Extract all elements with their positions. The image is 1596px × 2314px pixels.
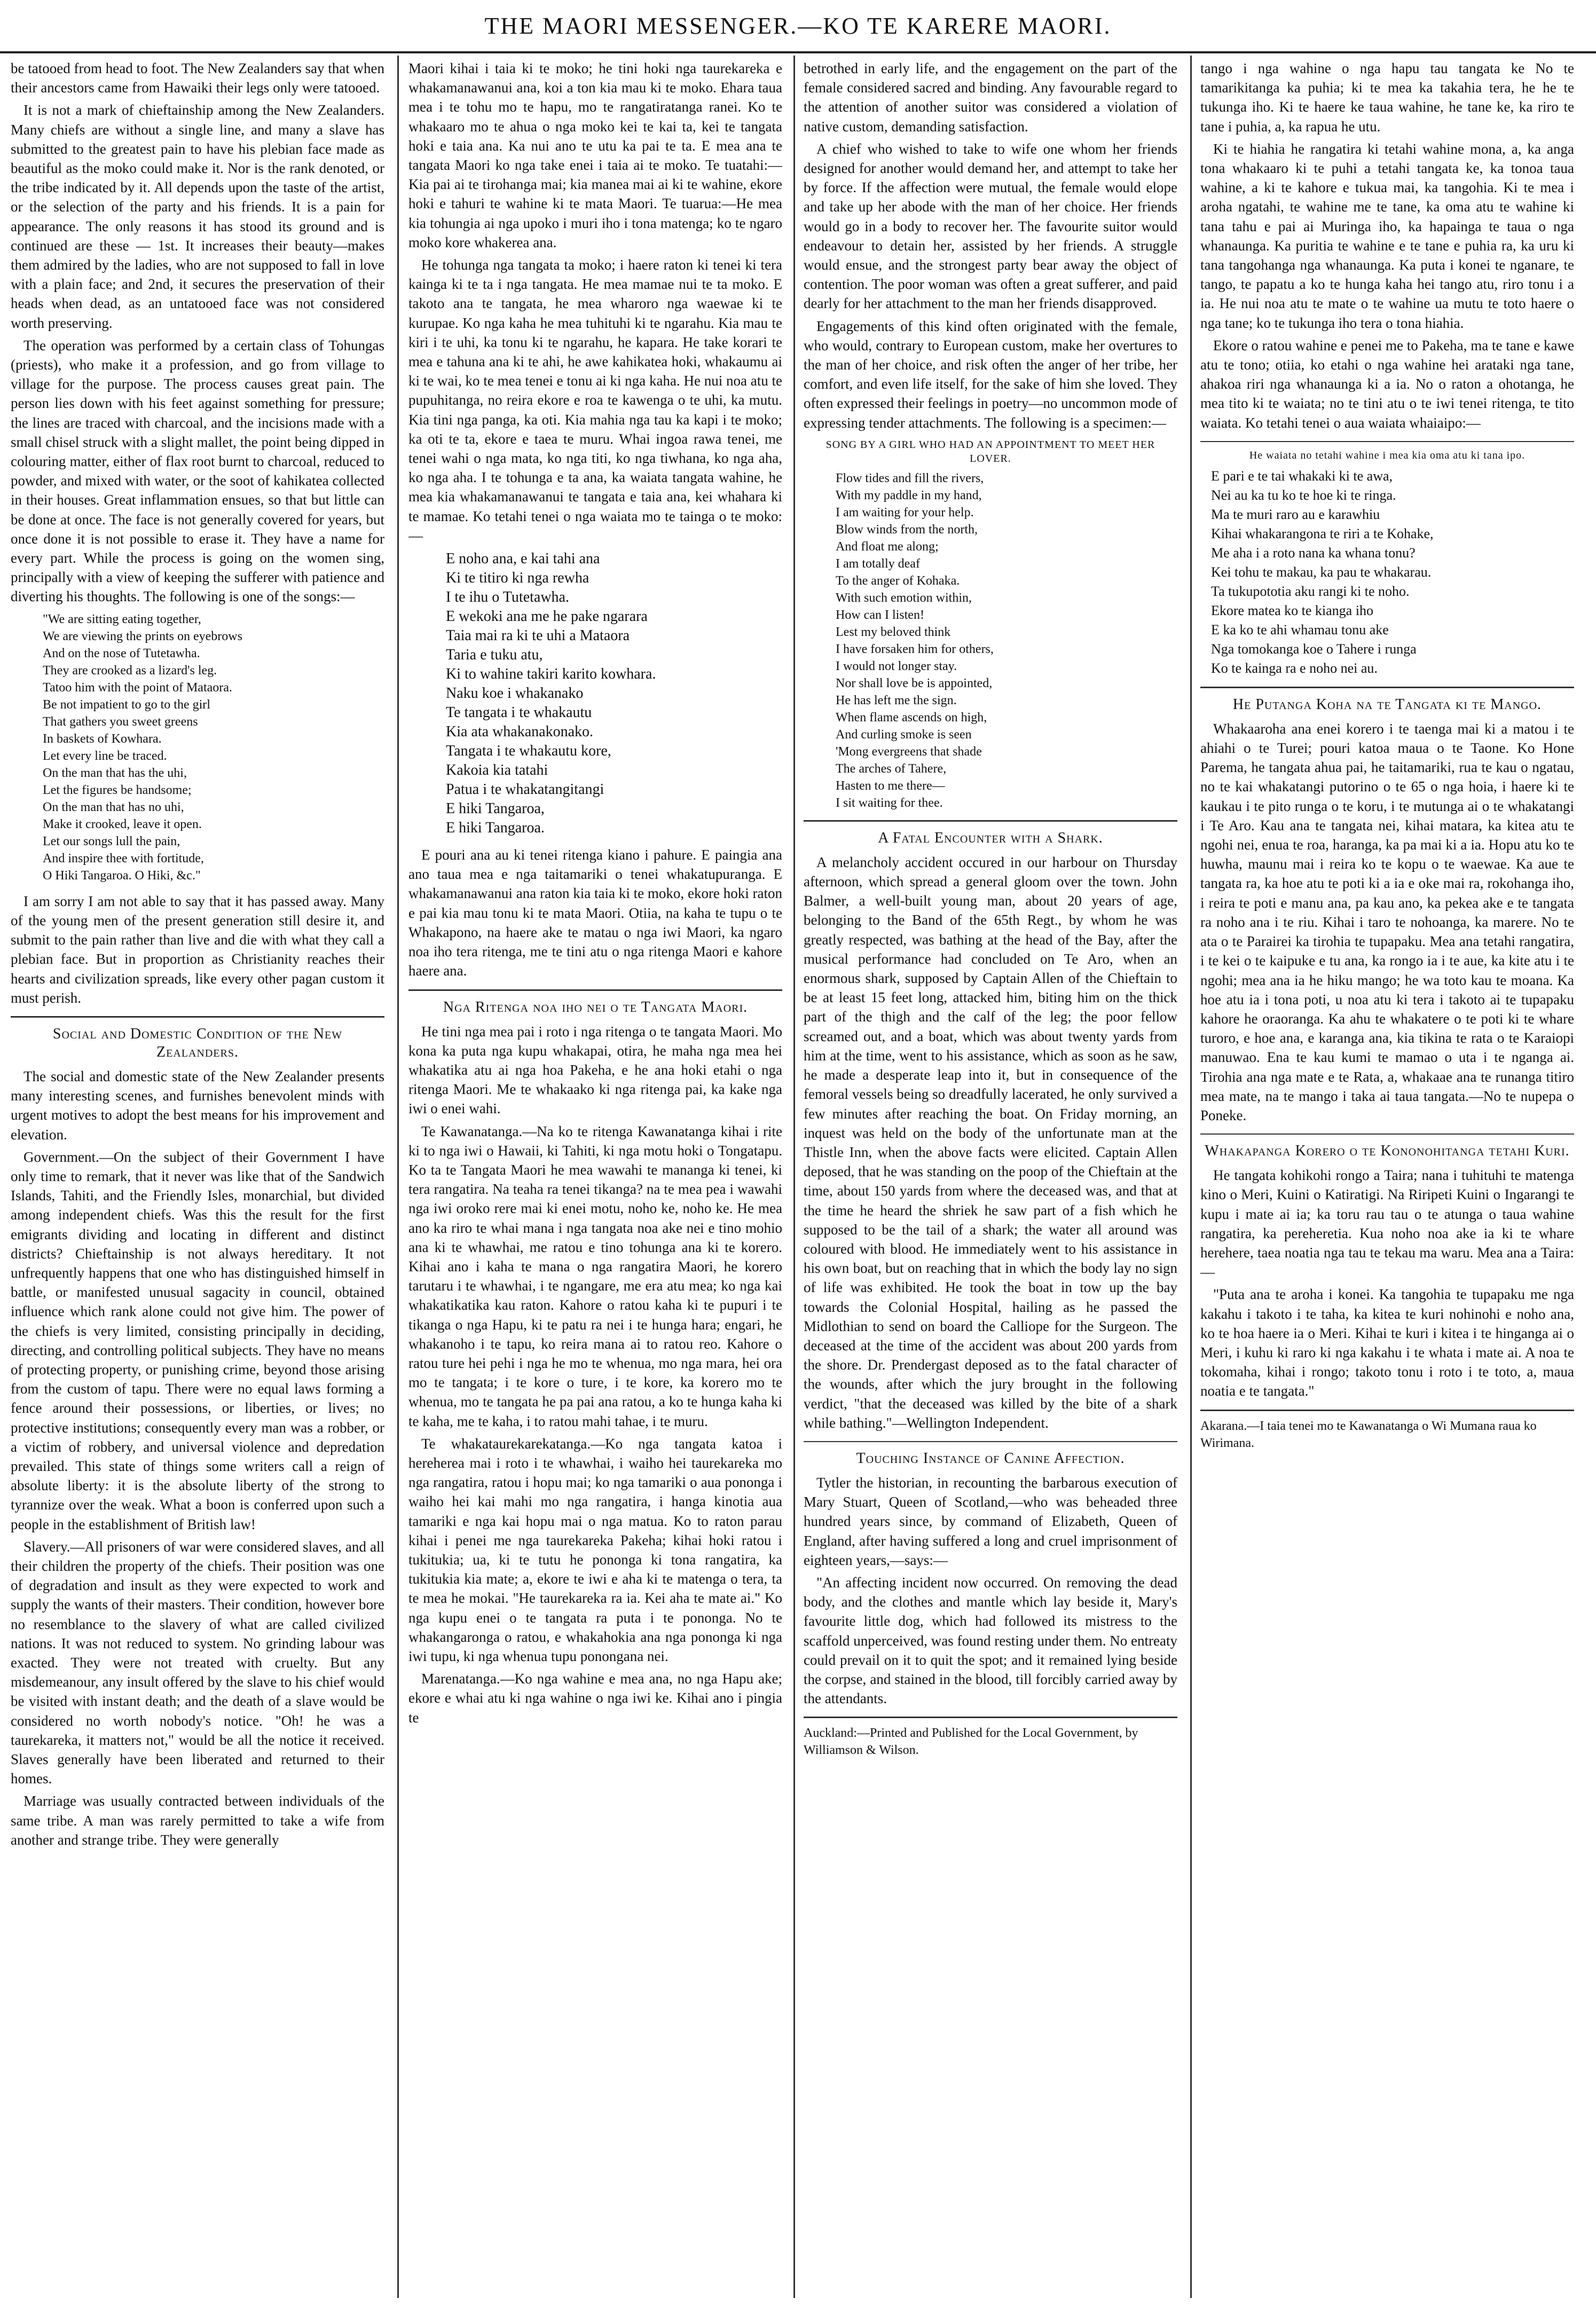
poem-line: The arches of Tahere, xyxy=(836,761,947,776)
column-3 xyxy=(804,59,1177,2301)
poem-line: On the man that has no uhi, xyxy=(43,800,184,814)
masthead xyxy=(0,0,1596,53)
section-divider xyxy=(804,1717,1177,1718)
poem-line: Hasten to me there— xyxy=(836,778,945,793)
poem-line: With my paddle in my hand, xyxy=(836,488,982,502)
section-divider xyxy=(11,1016,384,1018)
poem-line: Be not impatient to go to the girl xyxy=(43,697,210,712)
poem-line: Let the figures be handsome; xyxy=(43,783,192,797)
column-rule xyxy=(397,56,399,2298)
poem-line: He has left me the sign. xyxy=(836,693,957,707)
poem-line: Flow tides and fill the rivers, xyxy=(836,471,984,485)
paragraph: Te Kawanatanga.—Na ko te ritenga Kawanatanga kihai i rite ki to nga iwi o Hawaii, ki Tahiti, ki nga motu hoki o Tongatapu. Ko ta te Tangata Maori he mea wawahi te mananga ki tenei, ki tera rangatira. Na teaha ra tenei tikanga? na te mea pea i wawahi nga iwi oroko rere mai ki enei motu, noho ke, noho ke. He mea ano ka riro te whai mana i nga tangata noa ake nei e tino mohio ana ki te whawhai, me ratou e tino tohunga ana ki te korero. Kihai ano i kaha te mana o nga rangatira Maori, he korero tarutaru i te whawhai, i te ngangare, me era atu mea; ko nga kai whakatikatika kau raton. Kahore o ratou kaha ki te pupuri i te tikanga o nga Hapu, ki te patu ra nei i te hunga hara; engari, he whakanoho i te tapu, ko reira mana ai to ratou reo. Kahore o ratou ture hei pehi i nga he mo te whenua, mo nga mara, hei ora mo te tangata; i te kore o ture, i te kore, ka korero mo te whenua, mo te tangata he pa pai ana ratou, a ko te hunga kaha ki te kaha, me te kaha, i to ratou mahi tahae, i te muru. xyxy=(408,1123,782,1429)
column-rule xyxy=(1190,56,1192,2298)
song-heading: He waiata no tetahi wahine i mea kia oma atu ki tana ipo. xyxy=(1249,449,1526,461)
paragraph: Slavery.—All prisoners of war were considered slaves, and all their children the property of the chiefs. Their position was one of degradation and insult as they were expected to work and supply the wants of their masters. Their condition, however bore no resemblance to the slavery of what are called civilized nations. It was not reduced to system. No grinding labour was exacted. They were not treated with cruelty. But any misdemeanour, any insult offered by the slave to his chief would be visited with instant death; and the death of a slave would be considered no worth nobody's notice. "Oh! he was a taurekareka, it matters not," would be all the notice it received. Slaves generally have been liberated and returned to their homes. xyxy=(11,1538,384,1787)
poem-line: Kihai whakarangona te riri a te Kohake, xyxy=(1211,525,1434,541)
paragraph: Government.—On the subject of their Government I have only time to remark, that it never was like that of the Sandwich Islands, Tahiti, and the Friendly Isles, monarchial, but divided among independent chiefs. Was this the result for the first emigrants dividing and locating in different and distinct districts? Chieftainship is not always hereditary. It not unfrequently happens that one who has distinguished himself in battle, or manifested unusual sagacity in council, obtained influence which rank alone could not give him. The power of the chiefs is very limited, consisting principally in deciding, directing, and controlling political subjects. They have no means of protecting property, or punishing crime, beyond those arising from the custom of tapu. There were no equal laws forming a fence around their possessions, or liberties, or lives; no protective institutions; consequently every man was a robber, or a victim of robbery, and universal violence and depredation prevailed. This state of things some writers call a reign of absolute liberty: it is the absolute liberty of the strong to tyrannize over the weak. What a boon is conferred upon such a people in the establishment of British law! xyxy=(11,1148,384,1532)
poem-line: With such emotion within, xyxy=(836,591,972,605)
poem-line: 'Mong evergreens that shade xyxy=(836,744,982,759)
poem-line: Let our songs lull the pain, xyxy=(43,834,180,848)
poem-line: Ta tukupototia aku rangi ki te noho. xyxy=(1211,583,1410,599)
paragraph: betrothed in early life, and the engagement on the part of the female considered sacred and binding. Any favourable regard to the attention of another suitor was considered a violation of native custom, demanding satisfaction. xyxy=(804,60,1177,135)
poem-line: I am totally deaf xyxy=(836,556,920,571)
poem-line: Lest my beloved think xyxy=(836,625,951,639)
article-heading: Whakapanga Korero o te Kononohitanga tetahi Kuri. xyxy=(1205,1143,1570,1160)
article-heading: Touching Instance of Canine Affection. xyxy=(856,1450,1125,1467)
poem-line: Let every line be traced. xyxy=(43,749,167,763)
printer-imprint: Auckland:—Printed and Published for the Local Government, by Williamson & Wilson. xyxy=(804,1726,1138,1758)
column-1 xyxy=(11,59,384,2301)
poem-line: Taria e tuku atu, xyxy=(446,647,543,664)
paragraph: Marriage was usually contracted between individuals of the same tribe. A man was rarely permitted to take a wife from another and strange tribe. They were generally xyxy=(11,1793,384,1848)
poem-line: I would not longer stay. xyxy=(836,659,957,673)
poem-line: I have forsaken him for others, xyxy=(836,642,994,656)
poem-line: Nga tomokanga koe o Tahere i runga xyxy=(1211,641,1417,657)
poem-line: Nei au ka tu ko te hoe ki te ringa. xyxy=(1211,487,1396,503)
poem-line: Ma te muri raro au e karawhiu xyxy=(1211,506,1380,522)
poem-line: Taia mai ra ki te uhi a Mataora xyxy=(446,627,630,644)
poem-line: "We are sitting eating together, xyxy=(43,612,201,626)
poem-line: E wekoki ana me he pake ngarara xyxy=(446,608,648,625)
paragraph: tango i nga wahine o nga hapu tau tangata ke No te tamarikitanga ka puhia; ki te mea ka takahia tera, he he te tukunga iho. Ki te haere ke taua wahine, he tane ke, ka riro te tane i puhia, a, ka rapua he utu. xyxy=(1200,60,1574,135)
column-rule xyxy=(793,56,795,2298)
paragraph: "Puta ana te aroha i konei. Ka tangohia te tupapaku me nga kakahu i takoto i te taha, ka kitea te kuri nohinohi e noho ana, ko te hoa haere ia o Meri. Kihai te kuri i kitea i te hinganga ai o Meri, i kuhu ki raro ki nga kakahu i te whata i mate ai. A noa te tokomaha, kihai i rongo; takoto tonu i roto i te toto, a, maua noatia e te tangata." xyxy=(1200,1286,1574,1399)
paragraph: A melancholy accident occured in our harbour on Thursday afternoon, which spread a general gloom over the town. John Balmer, a well-built young man, about 20 years of age, belonging to the Band of the 65th Regt., by whom he was greatly respected, was bathing at the head of the Bay, after the musical performance had concluded on Te Aro, when an enormous shark, supposed by Captain Allen of the Chieftain to be at least 15 feet long, attacked him, biting him on the thick part of the thigh and the calf of the leg; the poor fellow screamed out, and a boat, which was about twenty yards from him at the time, went to his assistance, which as soon as he saw, he made a desperate leap into it, but in consequence of the femoral vessels being so dreadfully lacerated, he only survived a few minutes after reaching the boat. On Friday morning, an inquest was held on the body of the unfortunate man at the Thistle Inn, when the above facts were elicited. Captain Allen deposed, that he was standing on the poop of the Chieftain at the time, about 150 yards from where the deceased was, and that at the time he heard the shriek he saw part of a fish which he supposed to be the tail of a shark; the water all around was coloured with blood. He immediately went to his assistance in his own boat, but on reaching that in which the body lay no sign of life was exhibited. He took the boat in tow up the bay towards the Colonial Hospital, hailing as he passed the Midlothian to send on board the Calliope for the Surgeon. The deceased at the time of the accident was about 200 yards from the shore. Dr. Prendergast deposed as to the fatal character of the wounds, after which the jury brought in the following verdict, "that the deceased was killed by the bite of a shark while bathing."—Wellington Independent. xyxy=(804,854,1177,1431)
tattoo-song-english xyxy=(43,611,384,884)
section-divider xyxy=(1200,441,1574,442)
poem-line: On the man that has the uhi, xyxy=(43,766,187,780)
poem-line: Kia ata whakanakonako. xyxy=(446,723,593,741)
poem-line: That gathers you sweet greens xyxy=(43,714,198,729)
poem-line: And curling smoke is seen xyxy=(836,727,972,742)
poem-line: O Hiki Tangaroa. O Hiki, &c." xyxy=(43,868,201,883)
poem-line: In baskets of Kowhara. xyxy=(43,731,162,746)
article-heading: He Putanga Koha na te Tangata ki te Mango. xyxy=(1232,696,1542,713)
paragraph: be tatooed from head to foot. The New Zealanders say that when their ancestors came from Hawaiki their legs only were tatooed. xyxy=(11,60,384,96)
paragraph: He tini nga mea pai i roto i nga ritenga o te tangata Maori. Mo kona ka puta nga kupu whakapai, otira, he maha nga mea hei whakatika atu ai nga hoa Pakeha, e he ana hoki etahi o nga ritenga Maori. Me te whakaako ki nga ritenga pai, ka kake nga iwi o enei wahi. xyxy=(408,1023,782,1117)
poem-line: Ekore matea ko te kianga iho xyxy=(1211,602,1373,618)
section-divider xyxy=(408,989,782,991)
poem-line: How can I listen! xyxy=(836,608,924,622)
poem-line: Ki te titiro ki nga rewha xyxy=(446,570,589,587)
paragraph: Engagements of this kind often originated with the female, who would, contrary to European custom, make her overtures to the man of her choice, and risk often the anger of her tribe, her comfort, and even life itself, for the sake of him she loved. They often expressed their feelings in poetry—no uncommon mode of expressing tender attachments. The following is a specimen:— xyxy=(804,318,1177,431)
section-divider xyxy=(804,820,1177,822)
poem-line: And on the nose of Tutetawha. xyxy=(43,646,200,660)
paragraph: The operation was performed by a certain class of Tohungas (priests), who make it a profession, and go from village to village for the purpose. The process causes great pain. The person lies down with his feet against something for pressure; the lines are traced with charcoal, and the incisions made with a small chisel struck with a slight mallet, the point being dipped in colouring matter, either of flax root burnt to charcoal, reduced to powder, and mixed with water, or the soot of kahikatea collected in their houses. Great inflammation ensues, so that but little can be done at once. The face is not generally covered for years, but once done it is not possible to erase it. They have a name for every part. While the process is going on the women sing, principally with a view of keeping the sufferer with patience and diverting his thoughts. The following is one of the songs:— xyxy=(11,337,384,605)
paragraph: The social and domestic state of the New Zealander presents many interesting scenes, and furnishes benevolent minds with urgent motives to adopt the best means for his improvement and elevation. xyxy=(11,1068,384,1143)
section-divider xyxy=(1200,1134,1574,1135)
column-4 xyxy=(1200,59,1574,2301)
poem-line: Kakoia kia tatahi xyxy=(446,762,548,779)
paragraph: A chief who wished to take to wife one whom her friends designed for another would demand her, and attempt to take her by force. If the affection were mutual, the female would elope and take up her abode with the man of her choice. Her friends would go in a body to recover her. The favourite suitor would endeavour to detain her, assisted by her friends. A struggle would ensue, and the strongest party bear away the object of contention. The poor woman was often a great sufferer, and paid dearly for her attachment to the man her friends disapproved. xyxy=(804,140,1177,312)
paragraph: I am sorry I am not able to say that it has passed away. Many of the young men of the present generation still desire it, and submit to the pain rather than live and die with what they call a plebian face. But in proportion as Christianity reaches their hearts and civilization spreads, like every other pagan custom it must perish. xyxy=(11,893,384,1006)
article-heading: A Fatal Encounter with a Shark. xyxy=(878,829,1103,846)
article-heading: Social and Domestic Condition of the New Zealanders. xyxy=(52,1025,343,1060)
poem-line: Blow winds from the north, xyxy=(836,522,978,537)
column-2 xyxy=(408,59,782,2301)
poem-line: Ko te kainga ra e noho nei au. xyxy=(1211,660,1378,676)
paragraph: "An affecting incident now occurred. On removing the dead body, and the clothes and mantle which lay beside it, Mary's favourite little dog, which had followed its mistress to the scaffold unperceived, was found resting under them. No entreaty could prevail on it to quit the spot; and it remained lying beside the corpse, and stained in the blood, till forcibly carried away by the attendants. xyxy=(804,1574,1177,1707)
poem-line: Tatoo him with the point of Mataora. xyxy=(43,680,232,695)
poem-line: E hiki Tangaroa, xyxy=(446,800,545,817)
poem-line: I sit waiting for thee. xyxy=(836,796,943,810)
paragraph: He tangata kohikohi rongo a Taira; nana i tuhituhi te matenga kino o Meri, Kuini o Katiratigi. Na Riripeti Kuini o Ingarangi te kupu i mate ai ia; ka toru rau tau o te atunga o taua wahine rangatira, ka pereheretia. Kua noho noa ake ia ki te whare herehere, taea noatia nga tau te tekau ma waru. Mea ana a Taira:— xyxy=(1200,1167,1574,1280)
song-heading: SONG BY A GIRL WHO HAD AN APPOINTMENT TO MEET HER LOVER. xyxy=(825,438,1155,465)
paragraph: Whakaaroha ana enei korero i te taenga mai ki a matou i te ahiahi o te Turei; pouri katoa maua o te Taone. Ko Hone Parema, he tangata ahua pai, he taitamariki, rua te kau o ngatau, no te kai whakatangi putorino o te 65 o nga hoia, i haere ki te kaukau i te pito runga o te koru, i te mutunga ai o te whakatangi i Te Aro. Kau ana te tangata nei, kihai matara, ka kitea atu te ngohi nei, enua te roa, haranga, ka pa mai ki a ia. Hopu atu ko te huwha, maunu mai i reira ko te kopu o te waewae. Ka aue te tangata ra, ka hoe atu te poti ki a ia e oke mai ra, rokohanga iho, i reira te poti e manu ana, pa kau ano, ka pekea ake e te tangata ra noho ana i te riu. Kihai i taro te nohoanga, ka marere. No te ata o te Parairei ka tirohia te tupapaku. Mea ana tetahi rangatira, i te kei o te kaipuke e tu ana, ka rongo ia i te aue, ka kite atu i te ngohi; mea ana ia he hiku mango; he wa toto kau te moana. Ka hoe atu ia i tona poti, u noa atu ki tera i takoto ai te tupapaku kahore he oraoranga. Ka ahu te whakatere o te poti ki te whare turoro, e hoe ana, e karanga ana, kia tikina te rata o te Karaiopi manuwao. Ena te kau kumi te mamao o uta i te nganga ai. Tirohia ana nga mate e te Rata, a, whakaae ana te runanga titiro mea mate, na te mango i taka ai taua tangata.—No te nupepa o Poneke. xyxy=(1200,720,1574,1123)
poem-line: When flame ascends on high, xyxy=(836,710,987,725)
paragraph: Ki te hiahia he rangatira ki tetahi wahine mona, a, ka anga tona whakaaro ki te puhi a tetahi tangata ke, ka tonoa taua wahine, a ki te kahore e tukua mai, ka tangohia. Ki te mea i aroha ngatahi, te wahine me te tane, ka oma atu te wahine ki tana tahu e pai ai Muringa iho, ka hapainga te taua o nga whanaunga. Ka puritia te wahine e te tane e puhia ra, ka uru ki tana tangohanga nga whanaunga. Ka puta i konei te nganare, te tango, te papatu a ko te hunga kaha hei tango atu, riro tonu i a ia. He nui noa atu te mate o te wahine ua mutu te toto haere o nga tane; ko te tukunga iho tera o tona hiahia. xyxy=(1200,140,1574,331)
section-divider xyxy=(804,1441,1177,1442)
section-divider xyxy=(1200,1410,1574,1411)
poem-line: Make it crooked, leave it open. xyxy=(43,817,202,831)
poem-line: E pari e te tai whakaki ki te awa, xyxy=(1211,468,1393,484)
section-divider xyxy=(1200,687,1574,688)
paragraph: Tytler the historian, in recounting the barbarous execution of Mary Stuart, Queen of Scotland,—who was beheaded three hundred years since, by command of Elizabeth, Queen of England, after having suffered a long and cruel imprisonment of eighteen years,—says:— xyxy=(804,1474,1177,1568)
poem-line: Patua i te whakatangitangi xyxy=(446,781,604,798)
poem-line: To the anger of Kohaka. xyxy=(836,573,960,588)
love-song-english xyxy=(836,470,1177,812)
poem-line: E noho ana, e kai tahi ana xyxy=(446,550,600,568)
poem-line: And inspire thee with fortitude, xyxy=(43,851,204,865)
paragraph: E pouri ana au ki tenei ritenga kiano i pahure. E paingia ana ano taua mea e nga taitamariki o tenei whakatupuranga. E whakamanawanui ana raton kia taia ki te moko, ekore hoki raton e pai kia mau tonu ki te mata Maori. Otiia, na kaha te tupu o te Whakapono, na haere ake te matau o nga iwi Maori, ka ngaro noa iho tera ritenga, me te tini atu o nga ritenga Maori e kahore haere ana. xyxy=(408,847,782,979)
poem-line: We are viewing the prints on eyebrows xyxy=(43,629,242,643)
newspaper-title: THE MAORI MESSENGER.—KO TE KARERE MAORI. xyxy=(484,12,1112,39)
paragraph: Maori kihai i taia ki te moko; he tini hoki nga taurekareka e whakamanawanui ana, koi a ton kia mau ki te moko. Ehara taua mea i te tohu mo te hapu, mo te rangatiratanga ranei. Ko te whakaaro mo te ahua o nga moko kei te kai ta, kei te tangata hoki e taia ana. Ka nui ano te utu ka pai te ta. E mea ana te tangata Maori ko nga take enei i taia ai te moko. Te tuatahi:—Kia pai ai te tirohanga mai; kia manea mai ai ki te wahine, ekore hoki e tahuri te wahine ki te mata Maori. Te tuarua:—He mea kia tohungia ai nga upoko i muri iho i tona matenga; ko te ngaro moko kore whakerea ana. xyxy=(408,60,782,250)
love-song-maori xyxy=(1211,467,1574,678)
poem-line: Tangata i te whakautu kore, xyxy=(446,743,611,760)
poem-line: E hiki Tangaroa. xyxy=(446,820,545,837)
poem-line: And float me along; xyxy=(836,539,939,554)
paragraph: Ekore o ratou wahine e penei me to Pakeha, ma te tane e kawe atu te tono; otiia, ko etahi o nga wahine hei arataki nga tane, ahakoa riri nga whanaunga ki a ia. No o raton a ohotanga, he mea tito ki te waiata; no te tini atu o te iwi tenei ritenga, te tito waiata. Ko tetahi tenei o aua waiata whaiaipo:— xyxy=(1200,337,1574,431)
printer-imprint: Akarana.—I taia tenei mo te Kawanatanga o Wi Mumana raua ko Wirimana. xyxy=(1200,1419,1537,1450)
poem-line: I am waiting for your help. xyxy=(836,505,974,520)
poem-line: Naku koe i whakanako xyxy=(446,685,584,702)
poem-line: Te tangata i te whakautu xyxy=(446,704,592,721)
tattoo-song-maori xyxy=(446,549,782,838)
article-heading: Nga Ritenga noa iho nei o te Tangata Maori. xyxy=(443,998,748,1016)
poem-line: E ka ko te ahi whamau tonu ake xyxy=(1211,621,1389,637)
paragraph: Te whakataurekarekatanga.—Ko nga tangata katoa i hereherea mai i roto i te whawhai, i waiho hei taurekareka mo nga rangatira, ratou i hopu mai; ko nga tamariki o aua pononga i waiho hei kai mahi mo nga rangatira, i hanga kinotia aua tamariki e nga kai hopu mai o nga matua. Ko to raton parau kihai i penei me nga taurekareka Pakeha; kihai hoki ratou i tukitukia; ua, ki te tutu he pononga ki tona rangatira, ka tukitukia kia mate; a, ekore te iwi e aha ki te matenga o tera, ta te mea he mokai. "He taurekareka ra ia. Kei aha te mate ai." Ko nga kupu enei o te tangata ra puta i te pononga. No te whakangaronga o ratou, e whakahokia ana nga pononga ki nga iwi tupu, ki nga whenua tupu ponongana nei. xyxy=(408,1435,782,1664)
poem-line: Nor shall love be is appointed, xyxy=(836,676,993,690)
paragraph: It is not a mark of chieftainship among the New Zealanders. Many chiefs are without a single line, and many a slave has submitted to the greatest pain to have his plebian face made as beautiful as the moko could make it. Nor is the rank denoted, or the tribe indicated by it. All depends upon the taste of the artist, or the selection of the party and his friends. It is a pain for appearance. The only reasons it has stood its ground and is continued are these — 1st. It increases their beauty—makes them admired by the ladies, who are not supposed to fall in love with a plain face; and 2nd, it secures the preservation of their heads when dead, as an untatooed face was not considered worth preserving. xyxy=(11,102,384,331)
paragraph: He tohunga nga tangata ta moko; i haere raton ki tenei ki tera kainga ki te ta i nga tangata. He mea mamae nui te ta moko. E takoto ana te tangata, he mea wharoro nga waewae ki te kurupae. Ko nga kaha he mea tuhituhi ki te ngarahu. Kia mau te kiri i te uhi, ka tonu ki te ngarahu, he kapara. He take korari te mea e tahuna ana ki te ahi, he awe kahikatea hoki, whakaumu ai ki te wai, ko te mea tenei e tonu ai ki nga kaha. He nui noa atu te pupuhitanga, no reira ekore e roa te kawenga o te uhi, ka mutu. Kia tini nga panga, ka oti. Kia mahia nga tau ka kapi i te moko; ka oti te ta, ekore e taea te muru. Whai ingoa rawa tenei, me tenei wahi o nga mata, ko nga titi, ko nga tiwhana, ko nga aha, ko nga aha. I te tohunga e ta ana, ka waiata tangata wahine, he mea kia whakamanawanui te tangata e taia ana, kei whahara ki te mamae. Ko tetahi tenei o nga waiata mo te tainga o te moko:— xyxy=(408,257,782,544)
poem-line: Ki to wahine takiri karito kowhara. xyxy=(446,666,656,683)
paragraph: Marenatanga.—Ko nga wahine e mea ana, no nga Hapu ake; ekore e whai atu ki nga wahine o nga iwi ke. Kihai ano i pingia te xyxy=(408,1671,782,1726)
poem-line: Me aha i a roto nana ka whana tonu? xyxy=(1211,545,1416,561)
poem-line: I te ihu o Tutetawha. xyxy=(446,589,569,606)
poem-line: Kei tohu te makau, ka pau te whakarau. xyxy=(1211,564,1432,580)
poem-line: They are crooked as a lizard's leg. xyxy=(43,663,217,678)
